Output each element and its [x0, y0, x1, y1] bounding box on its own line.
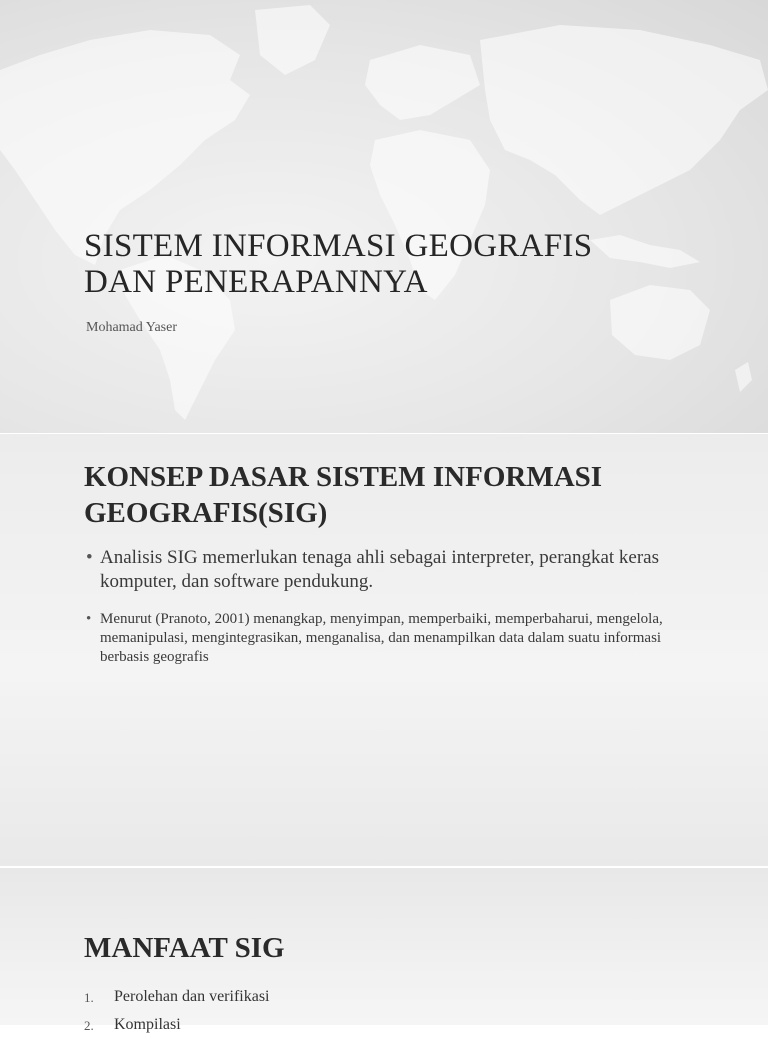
numbered-list	[84, 986, 704, 1042]
list-item	[84, 610, 704, 667]
benefits-slide	[0, 868, 768, 1033]
concept-slide	[0, 434, 768, 866]
author-name: Mohamad Yaser	[86, 320, 177, 335]
slide-heading: KONSEP DASAR SISTEM INFORMASI GEOGRAFIS(SIG)	[84, 461, 603, 529]
slide-heading: MANFAAT SIG	[84, 932, 285, 964]
world-map-background	[0, 0, 768, 433]
new-zealand-shape	[735, 362, 752, 392]
page-title	[84, 228, 592, 300]
bullet-text: Analisis SIG memerlukan tenaga ahli sebagai interpreter, perangkat keras komputer, dan software pendukung.	[100, 547, 659, 592]
list-item	[84, 986, 704, 1008]
bullet-marker: •	[86, 611, 92, 627]
indonesia-shape	[590, 235, 700, 268]
bullet-list	[84, 546, 704, 667]
title-slide	[0, 0, 768, 433]
title-line-1: SISTEM INFORMASI GEOGRAFIS	[84, 228, 593, 264]
bullet-text: Menurut (Pranoto, 2001) menangkap, menyimpan, memperbaiki, memperbaharui, mengelola, memanipulasi, mengintegrasikan, menganalisa, dan menampilkan data dalam suatu informasi berbasis geografis	[100, 611, 663, 665]
asia-shape	[480, 25, 768, 215]
australia-shape	[610, 285, 710, 360]
list-number: 2.	[84, 1018, 94, 1033]
list-text: Perolehan dan verifikasi	[114, 988, 270, 1005]
list-text: Kompilasi	[114, 1016, 181, 1033]
list-number: 1.	[84, 990, 94, 1005]
title-line-2: DAN PENERAPANNYA	[84, 264, 428, 300]
list-item	[84, 546, 704, 594]
europe-shape	[365, 45, 480, 120]
list-item	[84, 1014, 704, 1036]
bullet-marker: •	[86, 547, 93, 568]
greenland-shape	[255, 5, 330, 75]
